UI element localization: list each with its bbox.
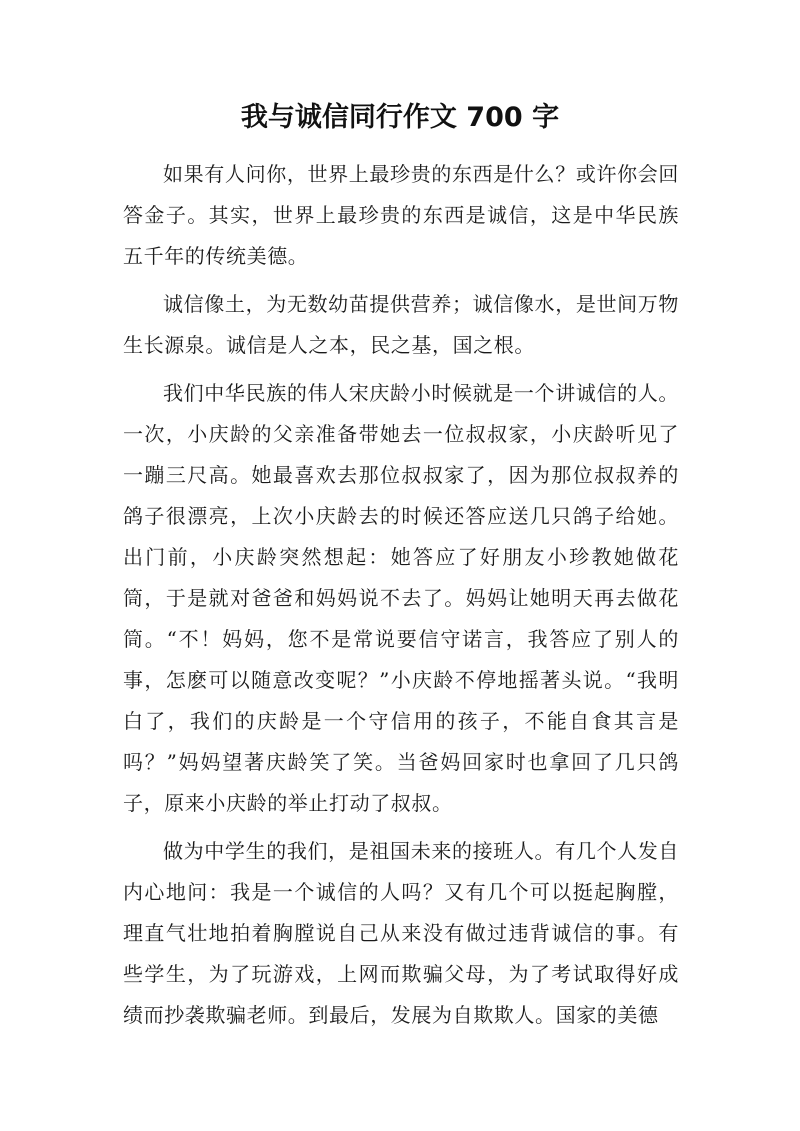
paragraph-2: 诚信像土，为无数幼苗提供营养；诚信像水，是世间万物生长源泉。诚信是人之本，民之基，国之根。: [123, 292, 679, 357]
document-body: [123, 154, 679, 1043]
paragraph-3: 我们中华民族的伟人宋庆龄小时候就是一个讲诚信的人。一次，小庆龄的父亲准备带她去一位叔叔家，小庆龄听见了一蹦三尺高。她最喜欢去那位叔叔家了，因为那位叔叔养的鸽子很漂亮，上次小庆龄去的时候还答应送几只鸽子给她。出门前，小庆龄突然想起：她答应了好朋友小珍教她做花筒，于是就对爸爸和妈妈说不去了。妈妈让她明天再去做花筒。“不！妈妈，您不是常说要信守诺言，我答应了别人的事，怎麽可以随意改变呢？”小庆龄不停地摇著头说。“我明白了，我们的庆龄是一个守信用的孩子，不能自食其言是吗？”妈妈望著庆龄笑了笑。当爸妈回家时也拿回了几只鸽子，原来小庆龄的举止打动了叔叔。: [123, 381, 679, 815]
paragraph-4: 做为中学生的我们，是祖国未来的接班人。有几个人发自内心地问：我是一个诚信的人吗？又有几个可以挺起胸膛，理直气壮地拍着胸膛说自己从来没有做过违背诚信的事。有些学生，为了玩游戏，上网而欺骗父母，为了考试取得好成绩而抄袭欺骗老师。到最后，发展为自欺欺人。国家的美德: [123, 839, 679, 1027]
paragraph-1: 如果有人问你，世界上最珍贵的东西是什么？或许你会回答金子。其实，世界上最珍贵的东西是诚信，这是中华民族五千年的传统美德。: [123, 162, 679, 268]
document-title: 我与诚信同行作文 700 字: [240, 102, 560, 133]
